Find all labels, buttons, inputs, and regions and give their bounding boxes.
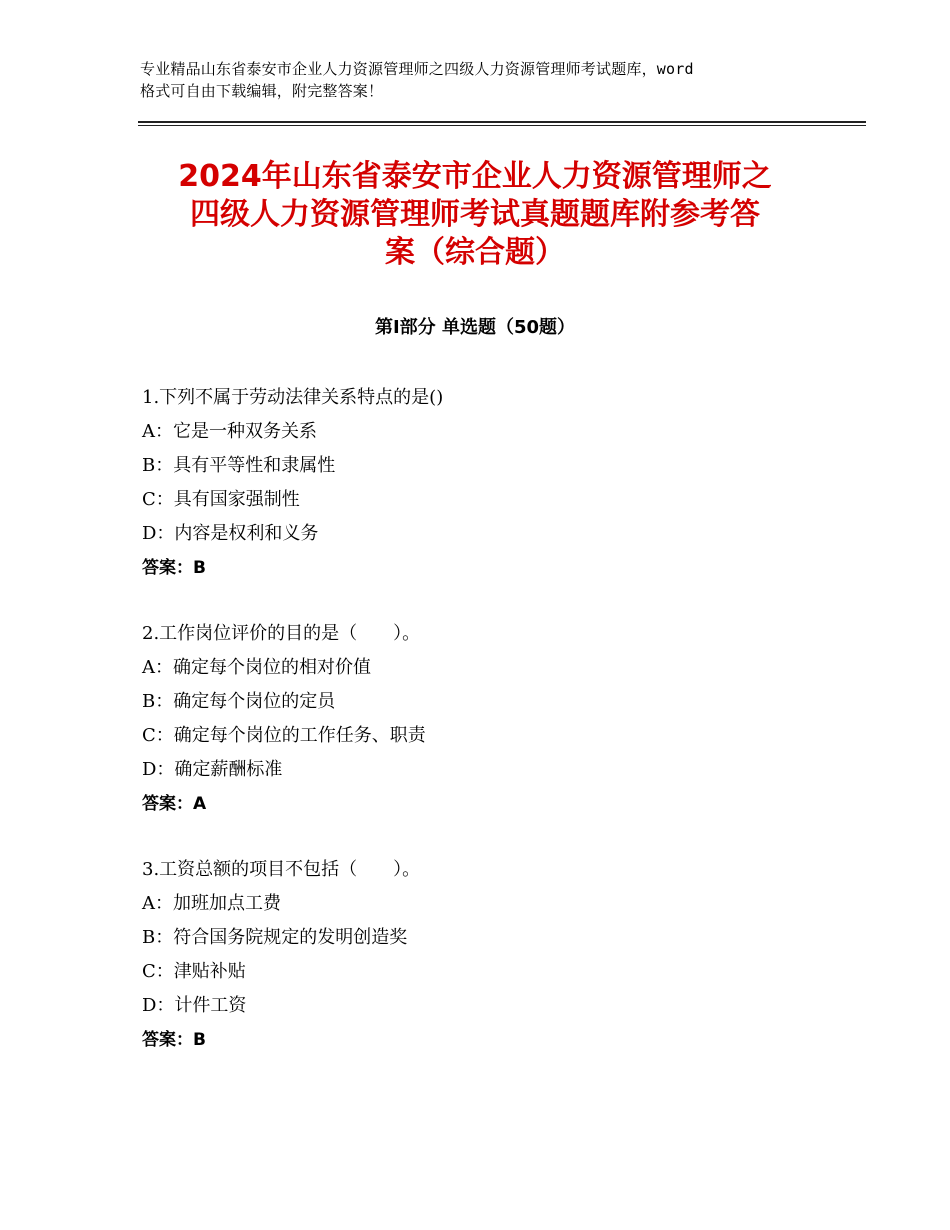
question-stem: 1.下列不属于劳动法律关系特点的是() — [142, 387, 444, 408]
question-stem: 2.工作岗位评价的目的是（ ）。 — [142, 623, 421, 644]
answer-line: 答案：B — [142, 558, 206, 578]
header-note-line-2: 格式可自由下载编辑，附完整答案！ — [140, 82, 384, 100]
answer-line: 答案：B — [142, 1030, 206, 1050]
header-divider-thick — [138, 121, 866, 123]
option-c: C：确定每个岗位的工作任务、职责 — [142, 725, 426, 746]
answer-line: 答案：A — [142, 794, 207, 814]
option-d: D：内容是权利和义务 — [142, 523, 319, 544]
document-title-line-1: 2024年山东省泰安市企业人力资源管理师之 — [178, 159, 772, 194]
option-d: D：确定薪酬标准 — [142, 759, 283, 780]
question-2 — [142, 617, 842, 821]
option-d: D：计件工资 — [142, 995, 247, 1016]
header-divider-thin — [138, 125, 866, 126]
option-c: C：具有国家强制性 — [142, 489, 300, 510]
header-note — [140, 58, 820, 102]
option-a: A：它是一种双务关系 — [142, 421, 317, 442]
header-note-line-1: 专业精品山东省泰安市企业人力资源管理师之四级人力资源管理师考试题库，word — [140, 60, 694, 78]
section-heading: 第Ⅰ部分 单选题（50题） — [374, 317, 575, 338]
question-stem: 3.工资总额的项目不包括（ ）。 — [142, 859, 421, 880]
question-list — [142, 381, 842, 1089]
option-b: B：确定每个岗位的定员 — [142, 691, 336, 712]
option-b: B：具有平等性和隶属性 — [142, 455, 336, 476]
option-b: B：符合国务院规定的发明创造奖 — [142, 927, 408, 948]
option-a: A：确定每个岗位的相对价值 — [142, 657, 371, 678]
question-1 — [142, 381, 842, 585]
question-3 — [142, 853, 842, 1057]
document-title-line-2: 四级人力资源管理师考试真题题库附参考答 — [190, 197, 760, 232]
document-title-line-3: 案（综合题） — [385, 235, 565, 270]
option-c: C：津贴补贴 — [142, 961, 246, 982]
option-a: A：加班加点工费 — [142, 893, 281, 914]
document-title — [120, 158, 830, 272]
